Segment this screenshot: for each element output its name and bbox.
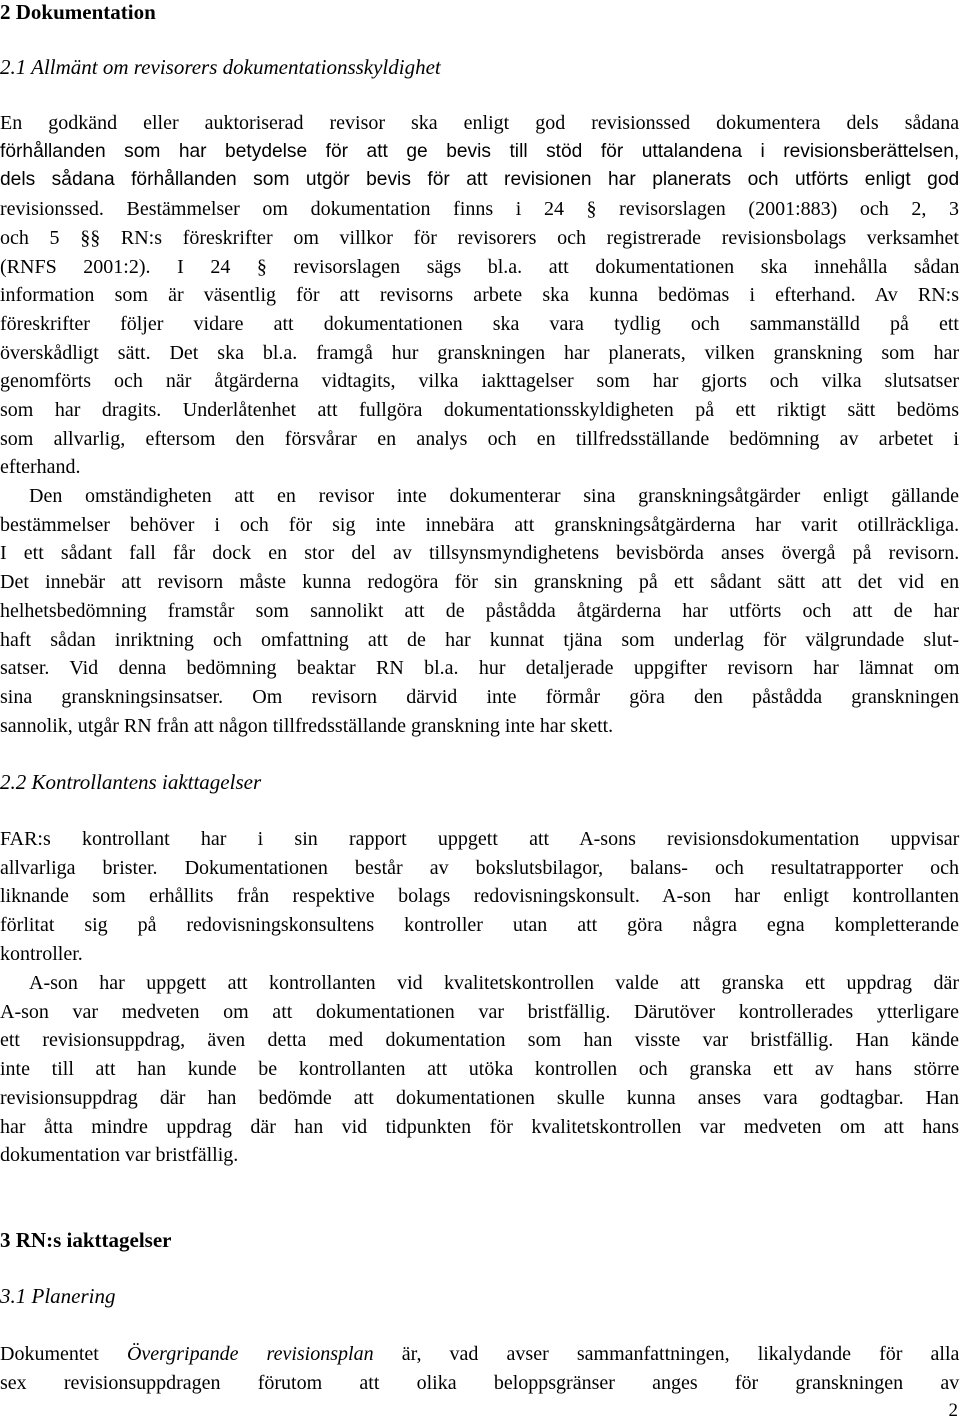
- section-2-1-heading: 2.1 Allmänt om revisorers dokumentationsskyldighet: [0, 55, 441, 79]
- text-line: sex revisionsuppdragen förutom att olika beloppsgränser anges för granskningen av: [0, 1371, 960, 1394]
- text-line: sina granskningsinsatser. Om revisorn därvid inte förmår göra den påstådda granskningen: [0, 685, 960, 708]
- text-line: som allvarlig, eftersom den försvårar en analys och en tillfredsställande bedömning av arbetet i: [0, 427, 959, 450]
- text-line: inte till att han kunde be kontrollanten att utöka kontrollen och granska ett av hans större: [0, 1058, 960, 1081]
- text-line: information som är väsentlig för att revisorns arbete ska kunna bedömas i efterhand. Av RN:s: [0, 284, 959, 307]
- text-line: allvarliga brister. Dokumentationen består av bokslutsbilagor, balans- och resultatrapporter och: [0, 856, 959, 879]
- text-line: genomförts och när åtgärderna vidtagits, vilka iakttagelser som har gjorts och vilka slutsatser: [0, 370, 959, 393]
- section-3-heading: 3 RN:s iakttagelser: [0, 1228, 172, 1252]
- text-line: revisionssed. Bestämmelser om dokumentation finns i 24 § revisorslagen (2001:883) och 2, 3: [0, 198, 959, 221]
- text-line: I ett sådant fall får dock en stor del av tillsynsmyndighetens bevisbörda anses övergå på revisorn.: [0, 542, 960, 565]
- text-line: dels sådana förhållanden som utgör bevis för att revisionen har planerats och utförts enligt god: [0, 169, 960, 191]
- text-run: Dokumentet: [0, 1343, 127, 1365]
- text-line: Den omständigheten att en revisor inte dokumenterar sina granskningsåtgärder enligt gällande: [29, 485, 959, 507]
- text-line: dokumentation var bristfällig.: [0, 1144, 239, 1167]
- text-line: ett revisionsuppdrag, även detta med dokumentation som han visste var bristfällig. Han kände: [0, 1029, 959, 1052]
- text-line: förhållanden som har betydelse för att ge bevis till stöd för uttalandena i revisionsberättelsen,: [0, 140, 960, 162]
- text-line: bestämmelser behöver i och för sig inte innebära att granskningsåtgärderna har varit otillräckliga.: [0, 513, 960, 536]
- section-2-2-heading: 2.2 Kontrollantens iakttagelser: [0, 770, 262, 794]
- text-run: är, vad avser sammanfattningen, likalydande för alla: [373, 1343, 960, 1365]
- section-2-1-paragraph-1: [0, 109, 959, 482]
- text-line: överskådligt sätt. Det ska bl.a. framgå hur granskningen har planerats, vilken granskning som har: [0, 341, 960, 364]
- text-line: revisionsuppdrag där han bedömde att dokumentationen skulle kunna anses vara godtagbar. Han: [0, 1086, 959, 1109]
- text-line: satser. Vid denna bedömning beaktar RN bl.a. hur detaljerade uppgifter revisorn har lämnat om: [0, 657, 960, 680]
- page-number: 2: [948, 1400, 958, 1421]
- text-line: kontroller.: [0, 942, 83, 965]
- text-line: som har dragits. Underlåtenhet att fullgöra dokumentationsskyldigheten på ett riktigt sätt bedöms: [0, 399, 959, 422]
- text-line: och 5 §§ RN:s föreskrifter om villkor för revisorers och registrerade revisionsbolags verksamhet: [0, 226, 959, 249]
- text-line: En godkänd eller auktoriserad revisor ska enligt god revisionssed dokumentera dels sådana: [0, 112, 960, 134]
- text-line: FAR:s kontrollant har i sin rapport uppgett att A-sons revisionsdokumentation uppvisar: [0, 828, 960, 850]
- text-line: haft sådan inriktning och omfattning att de har kunnat tjäna som underlag för välgrundade slut-: [0, 628, 959, 651]
- section-2-heading: 2 Dokumentation: [0, 0, 156, 24]
- text-line: [0, 1340, 959, 1369]
- text-line: A-son har uppgett att kontrollanten vid kvalitetskontrollen valde att granska ett uppdrag där: [29, 972, 959, 994]
- text-line: har åtta mindre uppdrag där han vid tidpunkten för kvalitetskontrollen var medveten om att hans: [0, 1115, 959, 1138]
- text-line: sannolik, utgår RN från att någon tillfredsställande granskning inte har skett.: [0, 714, 614, 737]
- text-line: A-son var medveten om att dokumentationen var bristfällig. Därutöver kontrollerades ytterligare: [0, 1000, 959, 1023]
- text-line: efterhand.: [0, 456, 81, 479]
- document-title: Övergripande revisionsplan: [126, 1343, 374, 1365]
- text-line: föreskrifter följer vidare att dokumentationen ska vara tydlig och sammanställd på ett: [0, 312, 959, 335]
- text-line: (RNFS 2001:2). I 24 § revisorslagen sägs bl.a. att dokumentationen ska innehålla sådan: [0, 255, 960, 278]
- section-3-1-heading: 3.1 Planering: [0, 1284, 116, 1308]
- text-line: Det innebär att revisorn måste kunna redogöra för sin granskning på ett sådant sätt att det vid en: [0, 571, 960, 594]
- section-2-2-paragraph-2: [0, 969, 959, 1170]
- section-2-2-paragraph-1: [0, 825, 959, 969]
- text-line: liknande som erhållits från respektive bolags redovisningskonsult. A-son har enligt kontrollanten: [0, 885, 959, 908]
- text-line: förlitat sig på redovisningskonsultens kontroller utan att göra några egna kompletterande: [0, 914, 959, 937]
- section-2-1-paragraph-2: [0, 482, 959, 740]
- text-line: helhetsbedömning framstår som sannolikt att de påstådda åtgärderna har utförts och att de har: [0, 599, 960, 622]
- section-3-1-paragraph-1: [0, 1340, 959, 1397]
